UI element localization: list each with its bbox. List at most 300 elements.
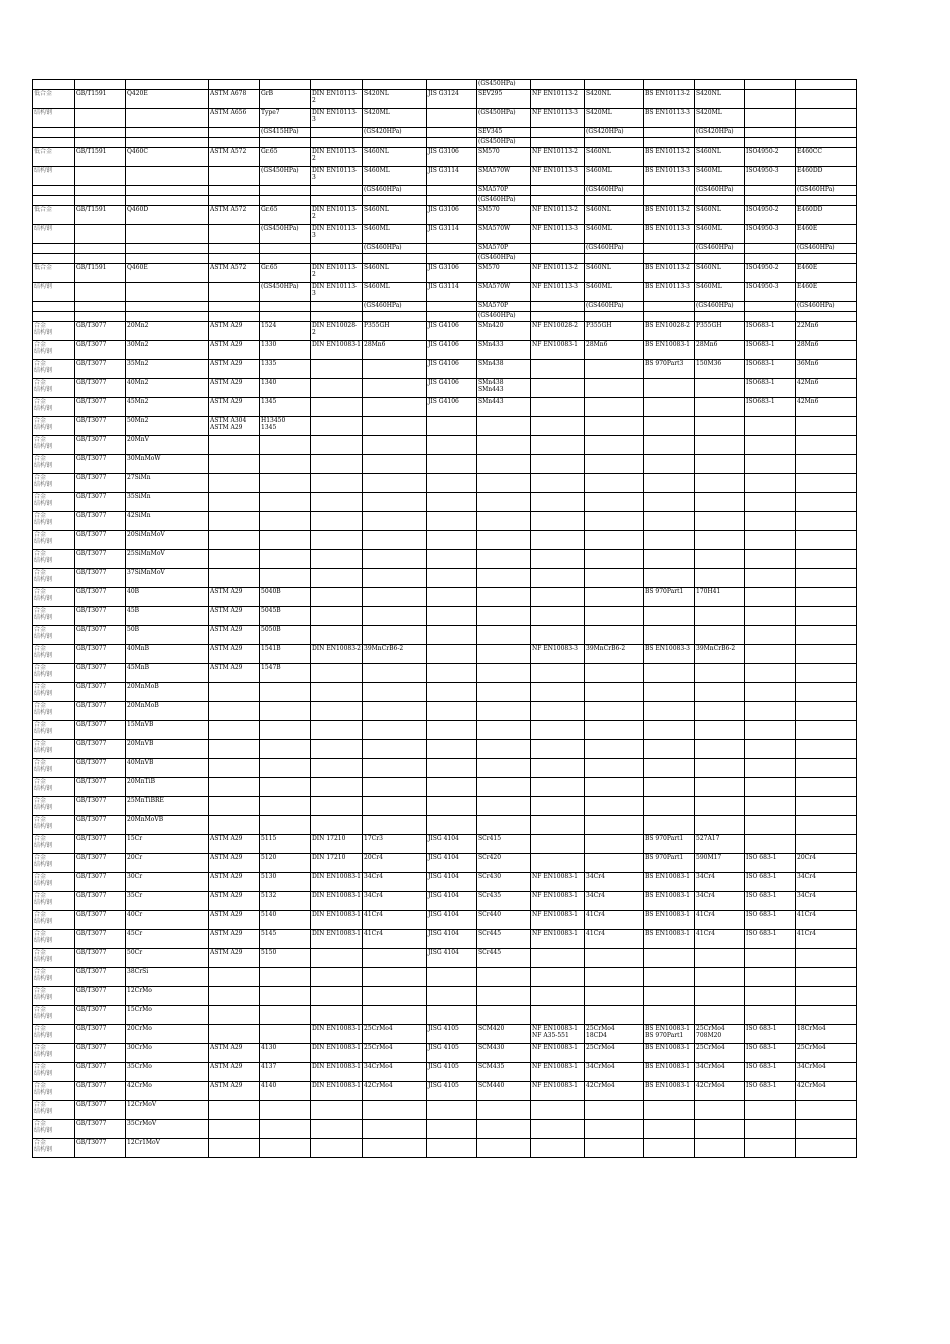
- cell-fr-standard: NF EN10113-3: [531, 283, 585, 302]
- cell-cn-standard: GB/T1591: [75, 148, 126, 167]
- cell-jp-grade: [477, 626, 531, 645]
- cell-de-standard: DIN EN10083-1: [311, 1082, 363, 1101]
- cell-cn-standard: GB/T3077: [75, 398, 126, 417]
- cell-jp-grade: [477, 645, 531, 664]
- cell-fr-standard: [531, 569, 585, 588]
- cell-jp-standard: [427, 588, 477, 607]
- cell-uk-grade: [695, 721, 745, 740]
- cell-uk-standard: BS EN10083-1: [644, 873, 695, 892]
- cell-cn-grade: [126, 128, 209, 138]
- cell-cn-standard: GB/T1591: [75, 206, 126, 225]
- cell-us-grade: [260, 987, 311, 1006]
- cell-us-standard: ASTM A29: [209, 911, 260, 930]
- cell-jp-standard: [427, 607, 477, 626]
- cell-iso-standard: ISO 683-1: [745, 854, 796, 873]
- cell-cn-standard: GB/T3077: [75, 892, 126, 911]
- cell-fr-standard: [531, 417, 585, 436]
- cell-de-standard: [311, 531, 363, 550]
- cell-de-grade: (GS460HPa): [363, 186, 427, 196]
- cell-jp-grade: [477, 455, 531, 474]
- cell-us-standard: [209, 987, 260, 1006]
- cell-uk-grade: [695, 778, 745, 797]
- table-row: [33, 398, 857, 417]
- cell-jp-standard: JIS G3106: [427, 264, 477, 283]
- cell-iso-standard: [745, 90, 796, 109]
- table-row: [33, 1063, 857, 1082]
- cell-fr-grade: [585, 1120, 644, 1139]
- cell-jp-grade: SMA570W: [477, 283, 531, 302]
- cell-de-standard: [311, 778, 363, 797]
- cell-fr-standard: [531, 1006, 585, 1025]
- cell-iso-grade: [796, 550, 857, 569]
- cell-jp-grade: SMA570W: [477, 225, 531, 244]
- cell-us-standard: ASTM A29: [209, 1082, 260, 1101]
- cell-jp-grade: [477, 417, 531, 436]
- table-row: [33, 417, 857, 436]
- cell-us-standard: [209, 1120, 260, 1139]
- cell-iso-grade: 34CrMo4: [796, 1063, 857, 1082]
- cell-jp-grade: [477, 721, 531, 740]
- cell-iso-grade: [796, 1120, 857, 1139]
- cell-de-standard: [311, 474, 363, 493]
- cell-us-grade: [260, 455, 311, 474]
- cell-cn-grade: 25MnTiBRE: [126, 797, 209, 816]
- cell-uk-grade: [695, 607, 745, 626]
- cell-us-standard: [209, 283, 260, 302]
- cell-iso-standard: [745, 702, 796, 721]
- cell-us-standard: ASTM A29: [209, 626, 260, 645]
- cell-category: 结构钢: [33, 167, 75, 186]
- cell-fr-grade: [585, 702, 644, 721]
- cell-us-standard: ASTM A678: [209, 90, 260, 109]
- cell-us-grade: [260, 816, 311, 835]
- cell-iso-standard: ISO 683-1: [745, 911, 796, 930]
- cell-cn-standard: [75, 196, 126, 206]
- cell-iso-grade: [796, 778, 857, 797]
- cell-jp-grade: SCr435: [477, 892, 531, 911]
- cell-jp-grade: [477, 683, 531, 702]
- table-row: [33, 645, 857, 664]
- cell-iso-standard: [745, 607, 796, 626]
- cell-uk-grade: [695, 740, 745, 759]
- cell-us-standard: ASTM A29: [209, 379, 260, 398]
- cell-cn-standard: GB/T3077: [75, 683, 126, 702]
- cell-us-standard: [209, 493, 260, 512]
- cell-uk-standard: BS EN10113-2: [644, 264, 695, 283]
- cell-jp-standard: JIS G4106: [427, 379, 477, 398]
- table-row: [33, 360, 857, 379]
- cell-us-grade: [260, 550, 311, 569]
- cell-category: 合金 结构钢: [33, 873, 75, 892]
- cell-cn-standard: GB/T3077: [75, 645, 126, 664]
- cell-fr-standard: NF EN10113-2: [531, 206, 585, 225]
- cell-uk-grade: [695, 626, 745, 645]
- cell-iso-grade: [796, 645, 857, 664]
- cell-de-standard: [311, 379, 363, 398]
- cell-us-standard: [209, 550, 260, 569]
- cell-us-standard: [209, 759, 260, 778]
- cell-uk-grade: [695, 312, 745, 322]
- cell-cn-grade: 20MnVB: [126, 740, 209, 759]
- cell-uk-grade: [695, 550, 745, 569]
- cell-uk-standard: [644, 417, 695, 436]
- cell-iso-grade: [796, 740, 857, 759]
- cell-fr-standard: [531, 379, 585, 398]
- cell-us-standard: [209, 1006, 260, 1025]
- cell-us-standard: ASTM A304 ASTM A29: [209, 417, 260, 436]
- cell-category: 合金 结构钢: [33, 1025, 75, 1044]
- cell-de-standard: [311, 312, 363, 322]
- table-row: [33, 128, 857, 138]
- cell-de-standard: DIN EN10083-1: [311, 911, 363, 930]
- cell-uk-standard: BS 970Part1: [644, 854, 695, 873]
- cell-de-standard: [311, 302, 363, 312]
- cell-de-standard: [311, 683, 363, 702]
- cell-jp-standard: [427, 186, 477, 196]
- cell-uk-standard: [644, 474, 695, 493]
- cell-jp-standard: JISG 4104: [427, 949, 477, 968]
- cell-fr-grade: [585, 1101, 644, 1120]
- cell-us-grade: [260, 1025, 311, 1044]
- cell-jp-standard: JIS G4106: [427, 322, 477, 341]
- cell-fr-standard: [531, 196, 585, 206]
- cell-cn-standard: GB/T3077: [75, 1139, 126, 1158]
- cell-uk-standard: [644, 569, 695, 588]
- cell-uk-grade: [695, 1006, 745, 1025]
- cell-jp-standard: [427, 138, 477, 148]
- table-row: [33, 206, 857, 225]
- cell-uk-standard: BS EN10083-3: [644, 645, 695, 664]
- cell-iso-grade: 36Mn6: [796, 360, 857, 379]
- cell-iso-standard: [745, 949, 796, 968]
- cell-fr-standard: NF EN10113-2: [531, 148, 585, 167]
- cell-iso-standard: [745, 968, 796, 987]
- cell-us-grade: [260, 436, 311, 455]
- cell-cn-grade: [126, 186, 209, 196]
- cell-jp-standard: JISG 4105: [427, 1082, 477, 1101]
- cell-fr-grade: [585, 607, 644, 626]
- cell-uk-grade: 170H41: [695, 588, 745, 607]
- cell-jp-standard: [427, 1139, 477, 1158]
- cell-cn-standard: [75, 312, 126, 322]
- cell-iso-standard: [745, 128, 796, 138]
- cell-de-grade: [363, 1101, 427, 1120]
- cell-fr-standard: NF EN10083-1: [531, 1063, 585, 1082]
- cell-uk-grade: 590M17: [695, 854, 745, 873]
- table-row: [33, 186, 857, 196]
- cell-cn-grade: 45Mn2: [126, 398, 209, 417]
- table-row: [33, 607, 857, 626]
- table-row: [33, 283, 857, 302]
- cell-us-grade: 5132: [260, 892, 311, 911]
- cell-uk-standard: [644, 664, 695, 683]
- cell-de-standard: [311, 550, 363, 569]
- cell-jp-standard: JISG 4105: [427, 1063, 477, 1082]
- cell-de-standard: DIN EN10083-1: [311, 1025, 363, 1044]
- cell-us-grade: 1340: [260, 379, 311, 398]
- cell-cn-grade: 35CrMo: [126, 1063, 209, 1082]
- cell-iso-standard: [745, 588, 796, 607]
- cell-fr-standard: [531, 244, 585, 254]
- cell-cn-standard: GB/T1591: [75, 264, 126, 283]
- cell-jp-standard: [427, 493, 477, 512]
- cell-cn-grade: 20MnMoB: [126, 683, 209, 702]
- cell-iso-grade: 25CrMo4: [796, 1044, 857, 1063]
- cell-us-grade: 5045B: [260, 607, 311, 626]
- cell-fr-grade: S460NL: [585, 264, 644, 283]
- table-row: [33, 854, 857, 873]
- cell-fr-standard: [531, 455, 585, 474]
- cell-uk-standard: [644, 244, 695, 254]
- cell-category: 合金 结构钢: [33, 740, 75, 759]
- cell-iso-standard: ISO4950-2: [745, 206, 796, 225]
- cell-cn-standard: GB/T3077: [75, 835, 126, 854]
- cell-jp-grade: (GS460HPa): [477, 312, 531, 322]
- cell-iso-grade: [796, 721, 857, 740]
- cell-jp-standard: [427, 759, 477, 778]
- cell-iso-standard: [745, 244, 796, 254]
- cell-uk-grade: S460NL: [695, 148, 745, 167]
- cell-iso-grade: [796, 531, 857, 550]
- cell-uk-grade: [695, 80, 745, 90]
- cell-fr-grade: 41Cr4: [585, 930, 644, 949]
- cell-de-standard: [311, 417, 363, 436]
- cell-fr-standard: [531, 626, 585, 645]
- cell-uk-grade: [695, 759, 745, 778]
- cell-us-standard: [209, 474, 260, 493]
- cell-us-grade: [260, 474, 311, 493]
- cell-iso-standard: [745, 816, 796, 835]
- cell-us-grade: [260, 778, 311, 797]
- cell-de-grade: [363, 1139, 427, 1158]
- cell-de-standard: DIN EN10113- 2: [311, 206, 363, 225]
- cell-us-standard: [209, 80, 260, 90]
- cell-fr-grade: S460ML: [585, 283, 644, 302]
- cell-de-grade: 25CrMo4: [363, 1025, 427, 1044]
- cell-de-standard: [311, 987, 363, 1006]
- cell-category: 合金 结构钢: [33, 1082, 75, 1101]
- cell-us-grade: 1335: [260, 360, 311, 379]
- cell-us-grade: 1345: [260, 398, 311, 417]
- cell-iso-standard: [745, 664, 796, 683]
- cell-category: 合金 结构钢: [33, 1063, 75, 1082]
- cell-category: 合金 结构钢: [33, 436, 75, 455]
- cell-iso-standard: [745, 512, 796, 531]
- cell-uk-standard: [644, 797, 695, 816]
- cell-uk-standard: [644, 816, 695, 835]
- cell-de-grade: [363, 588, 427, 607]
- cell-jp-standard: JIS G4106: [427, 341, 477, 360]
- cell-category: 合金 结构钢: [33, 930, 75, 949]
- cell-fr-grade: [585, 759, 644, 778]
- cell-jp-grade: [477, 512, 531, 531]
- cell-de-standard: [311, 607, 363, 626]
- cell-category: 合金 结构钢: [33, 816, 75, 835]
- cell-us-standard: [209, 683, 260, 702]
- cell-jp-grade: [477, 759, 531, 778]
- cell-us-grade: 4140: [260, 1082, 311, 1101]
- cell-cn-standard: [75, 109, 126, 128]
- cell-jp-grade: [477, 607, 531, 626]
- cell-fr-grade: [585, 835, 644, 854]
- cell-iso-standard: ISO683-1: [745, 341, 796, 360]
- cell-de-grade: S420ML: [363, 109, 427, 128]
- cell-fr-grade: 39MnCrB6-2: [585, 645, 644, 664]
- cell-fr-standard: [531, 588, 585, 607]
- cell-us-standard: [209, 1139, 260, 1158]
- cell-de-standard: [311, 196, 363, 206]
- cell-fr-standard: [531, 360, 585, 379]
- cell-cn-grade: 15Cr: [126, 835, 209, 854]
- cell-uk-standard: [644, 379, 695, 398]
- cell-cn-grade: 30CrMo: [126, 1044, 209, 1063]
- cell-fr-grade: [585, 512, 644, 531]
- cell-uk-standard: BS EN10113-3: [644, 225, 695, 244]
- cell-uk-grade: [695, 1120, 745, 1139]
- table-row: [33, 759, 857, 778]
- cell-fr-grade: 28Mn6: [585, 341, 644, 360]
- cell-fr-standard: [531, 512, 585, 531]
- cell-de-grade: (GS460HPa): [363, 302, 427, 312]
- cell-uk-standard: [644, 1006, 695, 1025]
- cell-uk-standard: [644, 512, 695, 531]
- cell-cn-standard: GB/T3077: [75, 626, 126, 645]
- cell-category: 低合金: [33, 148, 75, 167]
- cell-iso-standard: [745, 645, 796, 664]
- cell-de-standard: DIN EN10113- 2: [311, 90, 363, 109]
- cell-uk-standard: BS EN10083-1: [644, 892, 695, 911]
- table-row: [33, 455, 857, 474]
- cell-de-standard: [311, 968, 363, 987]
- cell-jp-standard: [427, 987, 477, 1006]
- cell-de-grade: S460NL: [363, 264, 427, 283]
- cell-uk-grade: 34Cr4: [695, 892, 745, 911]
- cell-de-standard: [311, 80, 363, 90]
- cell-cn-grade: 30Cr: [126, 873, 209, 892]
- cell-category: 结构钢: [33, 225, 75, 244]
- table-row: [33, 312, 857, 322]
- cell-cn-grade: [126, 109, 209, 128]
- cell-de-grade: [363, 417, 427, 436]
- cell-jp-grade: (GS450HPa): [477, 138, 531, 148]
- cell-iso-standard: [745, 683, 796, 702]
- cell-cn-standard: GB/T3077: [75, 854, 126, 873]
- cell-uk-standard: BS EN10028-2: [644, 322, 695, 341]
- table-row: [33, 1120, 857, 1139]
- cell-uk-standard: [644, 683, 695, 702]
- cell-category: [33, 138, 75, 148]
- cell-jp-grade: SMn443: [477, 398, 531, 417]
- cell-us-standard: ASTM A29: [209, 835, 260, 854]
- cell-category: 合金 结构钢: [33, 702, 75, 721]
- cell-uk-grade: [695, 398, 745, 417]
- cell-uk-standard: BS EN10083-1: [644, 1044, 695, 1063]
- cell-cn-grade: [126, 80, 209, 90]
- cell-cn-grade: 15MnVB: [126, 721, 209, 740]
- cell-iso-standard: [745, 186, 796, 196]
- cell-uk-grade: [695, 474, 745, 493]
- table-row: [33, 225, 857, 244]
- cell-cn-grade: 40B: [126, 588, 209, 607]
- cell-us-standard: [209, 138, 260, 148]
- cell-de-grade: [363, 80, 427, 90]
- cell-us-standard: [209, 721, 260, 740]
- cell-jp-standard: [427, 569, 477, 588]
- cell-fr-standard: [531, 721, 585, 740]
- cell-fr-grade: 34CrMo4: [585, 1063, 644, 1082]
- cell-category: 合金 结构钢: [33, 512, 75, 531]
- cell-iso-grade: (GS460HPa): [796, 244, 857, 254]
- cell-fr-standard: [531, 186, 585, 196]
- cell-cn-grade: 30Mn2: [126, 341, 209, 360]
- cell-uk-standard: [644, 702, 695, 721]
- cell-cn-grade: 50B: [126, 626, 209, 645]
- cell-iso-grade: [796, 664, 857, 683]
- cell-cn-standard: GB/T3077: [75, 512, 126, 531]
- cell-fr-standard: [531, 778, 585, 797]
- cell-us-standard: ASTM A29: [209, 341, 260, 360]
- cell-cn-standard: GB/T3077: [75, 1082, 126, 1101]
- cell-category: 合金 结构钢: [33, 398, 75, 417]
- cell-category: 合金 结构钢: [33, 778, 75, 797]
- table-row: [33, 244, 857, 254]
- cell-us-standard: [209, 436, 260, 455]
- cell-uk-standard: [644, 128, 695, 138]
- cell-jp-grade: (GS460HPa): [477, 196, 531, 206]
- cell-uk-grade: 150M36: [695, 360, 745, 379]
- cell-de-grade: [363, 312, 427, 322]
- cell-de-standard: DIN EN10083-1: [311, 1063, 363, 1082]
- table-row: [33, 550, 857, 569]
- cell-uk-grade: 28Mn6: [695, 341, 745, 360]
- cell-uk-standard: BS EN10083-1 BS 970Part1: [644, 1025, 695, 1044]
- cell-iso-standard: ISO4950-2: [745, 264, 796, 283]
- cell-fr-standard: NF EN10083-1 NF A35-551: [531, 1025, 585, 1044]
- table-row: [33, 588, 857, 607]
- cell-iso-standard: ISO4950-2: [745, 148, 796, 167]
- cell-cn-grade: [126, 302, 209, 312]
- cell-us-grade: Gr.65: [260, 206, 311, 225]
- cell-fr-standard: [531, 550, 585, 569]
- cell-uk-grade: [695, 138, 745, 148]
- cell-jp-standard: [427, 550, 477, 569]
- cell-de-standard: DIN EN10113- 3: [311, 167, 363, 186]
- cell-iso-standard: ISO 683-1: [745, 1063, 796, 1082]
- cell-iso-standard: [745, 436, 796, 455]
- cell-de-standard: [311, 626, 363, 645]
- cell-fr-standard: [531, 254, 585, 264]
- cell-category: 合金 结构钢: [33, 1044, 75, 1063]
- cell-iso-standard: [745, 550, 796, 569]
- cell-de-standard: DIN EN10113- 2: [311, 264, 363, 283]
- cell-jp-standard: [427, 312, 477, 322]
- cell-cn-standard: GB/T3077: [75, 1120, 126, 1139]
- cell-uk-grade: [695, 664, 745, 683]
- cell-de-grade: [363, 196, 427, 206]
- cell-us-grade: (GS450HPa): [260, 283, 311, 302]
- cell-uk-standard: [644, 302, 695, 312]
- cell-fr-standard: [531, 854, 585, 873]
- cell-de-grade: [363, 254, 427, 264]
- cell-de-grade: 34CrMo4: [363, 1063, 427, 1082]
- cell-category: 合金 结构钢: [33, 360, 75, 379]
- cell-jp-grade: [477, 702, 531, 721]
- cell-fr-standard: [531, 740, 585, 759]
- cell-category: 合金 结构钢: [33, 645, 75, 664]
- cell-category: [33, 254, 75, 264]
- cell-iso-grade: [796, 1006, 857, 1025]
- cell-uk-standard: [644, 455, 695, 474]
